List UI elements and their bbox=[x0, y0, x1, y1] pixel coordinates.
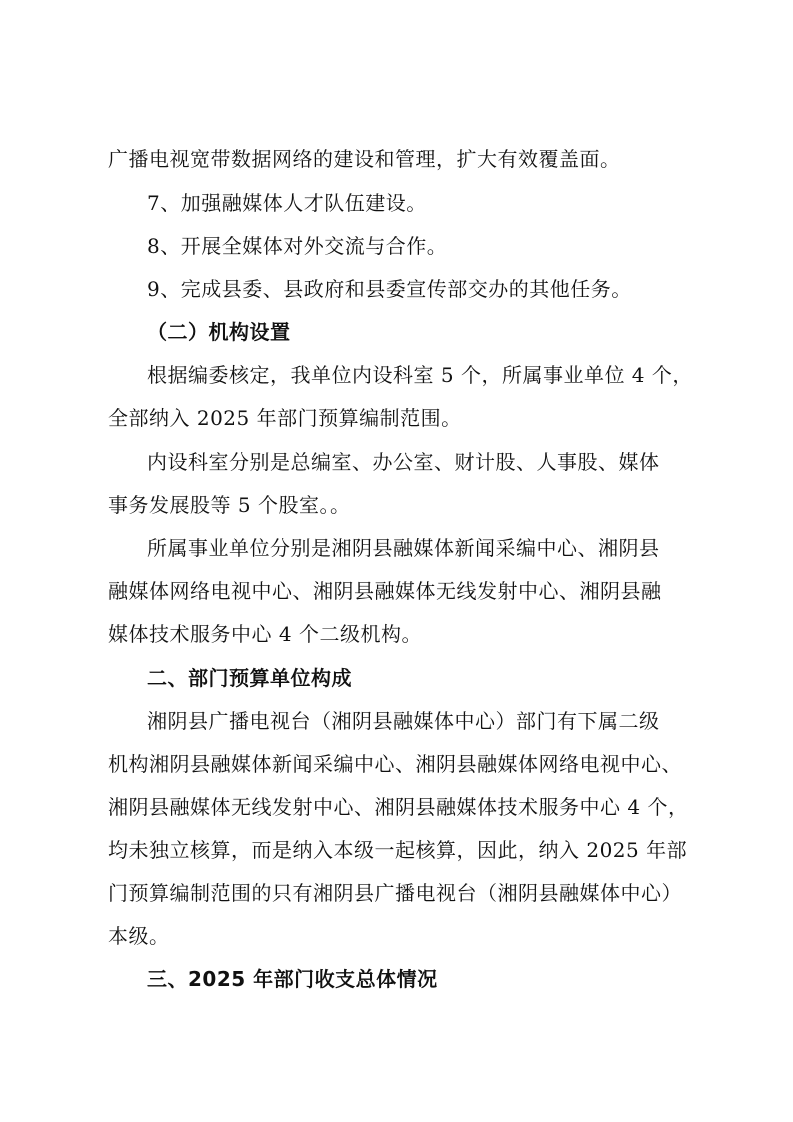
body-line: 全部纳入 2025 年部门预算编制范围。 bbox=[108, 406, 462, 430]
section-heading: 三、2025 年部门收支总体情况 bbox=[147, 967, 438, 991]
subsection-heading: （二）机构设置 bbox=[147, 320, 291, 344]
list-item-9: 9、完成县委、县政府和县委宣传部交办的其他任务。 bbox=[147, 277, 632, 301]
body-line: 机构湘阴县融媒体新闻采编中心、湘阴县融媒体网络电视中心、 bbox=[108, 752, 682, 776]
body-line: 湘阴县融媒体无线发射中心、湘阴县融媒体技术服务中心 4 个， bbox=[108, 795, 689, 819]
body-line: 广播电视宽带数据网络的建设和管理，扩大有效覆盖面。 bbox=[108, 147, 621, 171]
section-heading: 二、部门预算单位构成 bbox=[147, 666, 352, 690]
body-line: 融媒体网络电视中心、湘阴县融媒体无线发射中心、湘阴县融 bbox=[108, 579, 662, 603]
body-line: 门预算编制范围的只有湘阴县广播电视台（湘阴县融媒体中心） bbox=[108, 881, 682, 905]
body-line: 根据编委核定，我单位内设科室 5 个，所属事业单位 4 个， bbox=[147, 363, 693, 387]
list-item-7: 7、加强融媒体人才队伍建设。 bbox=[147, 191, 427, 215]
list-item-8: 8、开展全媒体对外交流与合作。 bbox=[147, 234, 448, 258]
body-line: 事务发展股等 5 个股室。。 bbox=[108, 493, 351, 517]
body-line: 湘阴县广播电视台（湘阴县融媒体中心）部门有下属二级 bbox=[147, 709, 660, 733]
body-line: 均未独立核算，而是纳入本级一起核算，因此，纳入 2025 年部 bbox=[108, 838, 688, 862]
body-line: 媒体技术服务中心 4 个二级机构。 bbox=[108, 622, 422, 646]
body-line: 本级。 bbox=[108, 924, 170, 948]
body-line: 内设科室分别是总编室、办公室、财计股、人事股、媒体 bbox=[147, 450, 660, 474]
body-line: 所属事业单位分别是湘阴县融媒体新闻采编中心、湘阴县 bbox=[147, 536, 660, 560]
